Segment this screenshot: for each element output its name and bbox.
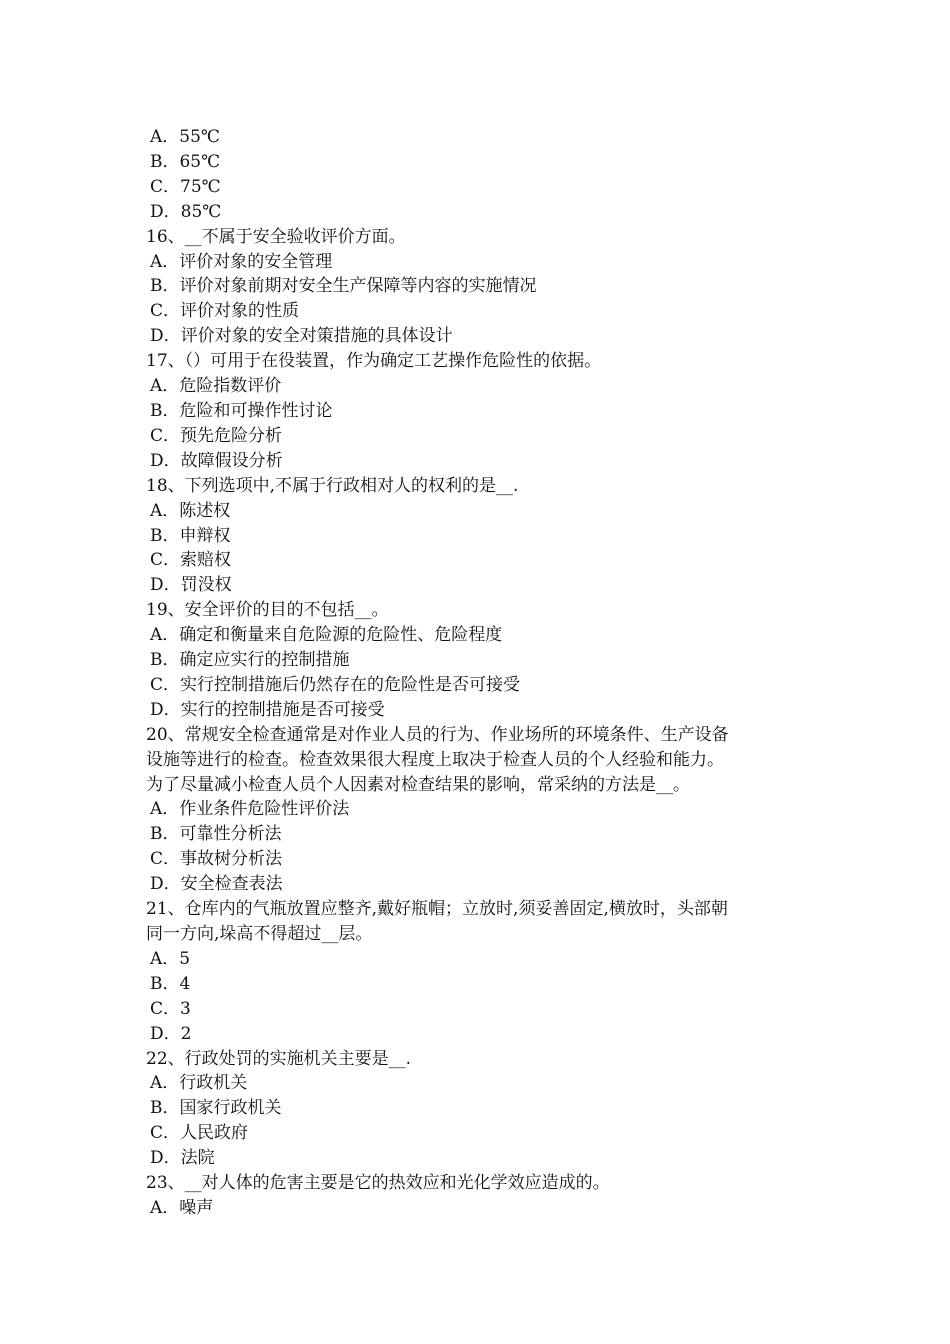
question-text: 19、安全评价的目的不包括__。: [146, 600, 389, 621]
answer-option: D．安全检查表法: [150, 874, 283, 895]
answer-option: C．75℃: [150, 176, 221, 197]
answer-option: B．确定应实行的控制措施: [150, 650, 350, 671]
answer-option: D．85℃: [150, 201, 222, 222]
answer-option: A．评价对象的安全管理: [150, 251, 333, 272]
answer-option: D．罚没权: [150, 575, 232, 596]
answer-option: D．评价对象的安全对策措施的具体设计: [150, 326, 453, 347]
answer-option: A．行政机关: [150, 1073, 248, 1094]
answer-option: A．作业条件危险性评价法: [150, 799, 350, 820]
question-text: 设施等进行的检查。检查效果很大程度上取决于检查人员的个人经验和能力。: [146, 749, 724, 770]
question-text: 22、行政处罚的实施机关主要是__.: [146, 1048, 412, 1069]
answer-option: B．危险和可操作性讨论: [150, 400, 333, 421]
answer-option: B．申辩权: [150, 525, 231, 546]
answer-option: D．2: [150, 1023, 192, 1044]
question-text: 21、仓库内的气瓶放置应整齐,戴好瓶帽；立放时,须妥善固定,横放时，头部朝: [146, 899, 728, 920]
answer-option: C．事故树分析法: [150, 849, 283, 870]
answer-option: C．预先危险分析: [150, 425, 283, 446]
question-text: 为了尽量减小检查人员个人因素对检查结果的影响，常采纳的方法是__。: [146, 774, 690, 795]
question-text: 17、（）可用于在役装置，作为确定工艺操作危险性的依据。: [146, 351, 602, 372]
answer-option: A．危险指数评价: [150, 376, 282, 397]
document-page: [146, 125, 810, 1221]
answer-option: B．可靠性分析法: [150, 824, 282, 845]
question-text: 同一方向,垛高不得超过__层。: [146, 924, 373, 944]
answer-option: B．4: [150, 973, 191, 994]
question-text: 20、常规安全检查通常是对作业人员的行为、作业场所的环境条件、生产设备: [146, 724, 729, 745]
answer-option: D．故障假设分析: [150, 450, 283, 471]
answer-option: B．评价对象前期对安全生产保障等内容的实施情况: [150, 276, 537, 297]
answer-option: A．确定和衡量来自危险源的危险性、危险程度: [150, 625, 503, 646]
answer-option: C．3: [150, 998, 191, 1019]
answer-option: C．人民政府: [150, 1123, 249, 1144]
answer-option: A．陈述权: [150, 500, 231, 521]
question-text: 23、__对人体的危害主要是它的热效应和光化学效应造成的。: [146, 1173, 610, 1194]
answer-option: C．实行控制措施后仍然存在的危险性是否可接受: [150, 674, 521, 695]
question-text: 18、下列选项中,不属于行政相对人的权利的是__.: [146, 475, 519, 496]
answer-option: A．5: [150, 948, 191, 969]
answer-option: D．实行的控制措施是否可接受: [150, 699, 385, 720]
answer-option: A．55℃: [150, 127, 220, 147]
answer-option: B．国家行政机关: [150, 1098, 282, 1119]
answer-option: A．噪声: [150, 1197, 214, 1218]
question-text: 16、__不属于安全验收评价方面。: [146, 226, 406, 247]
answer-option: D．法院: [150, 1148, 215, 1169]
answer-option: B．65℃: [150, 151, 221, 172]
answer-option: C．索赔权: [150, 550, 232, 571]
answer-option: C．评价对象的性质: [150, 301, 300, 322]
